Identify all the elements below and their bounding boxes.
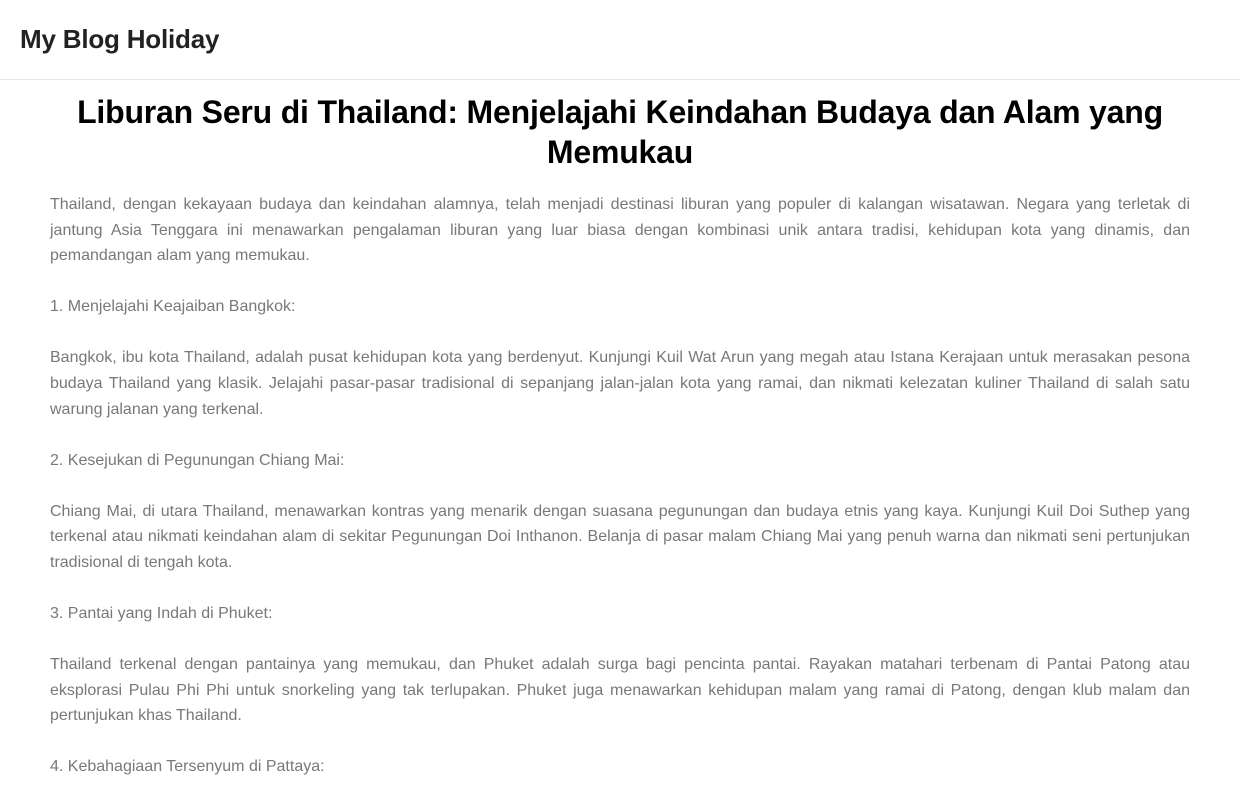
section-heading-bangkok: 1. Menjelajahi Keajaiban Bangkok: [50, 298, 296, 316]
section-paragraph-phuket: Thailand terkenal dengan pantainya yang memukau, dan Phuket adalah surga bagi pencinta pantai. Rayakan matahari terbenam di Pantai Patong atau eksplorasi Pulau Phi Phi untuk snorkeling yang tak terlupakan. Phuket juga menawarkan kehidupan malam yang ramai di Patong, dengan klub malam dan pertunjukan khas Thailand. [50, 656, 1190, 725]
article-intro-paragraph: Thailand, dengan kekayaan budaya dan keindahan alamnya, telah menjadi destinasi liburan yang populer di kalangan wisatawan. Negara yang terletak di jantung Asia Tenggara ini menawarkan pengalaman liburan yang luar biasa dengan kombinasi unik antara tradisi, kehidupan kota yang dinamis, dan pemandangan alam yang memukau. [50, 196, 1190, 265]
site-header [0, 0, 1240, 80]
article-body [50, 192, 1190, 780]
site-title-link[interactable]: My Blog Holiday [20, 24, 220, 54]
section-heading-chiang-mai: 2. Kesejukan di Pegunungan Chiang Mai: [50, 451, 345, 469]
section-paragraph-bangkok: Bangkok, ibu kota Thailand, adalah pusat kehidupan kota yang berdenyut. Kunjungi Kuil Wat Arun yang megah atau Istana Kerajaan untuk merasakan pesona budaya Thailand yang klasik. Jelajahi pasar-pasar tradisional di sepanjang jalan-jalan kota yang ramai, dan nikmati kelezatan kuliner Thailand di salah satu warung jalanan yang terkenal. [50, 349, 1190, 418]
article [0, 80, 1240, 780]
article-title: Liburan Seru di Thailand: Menjelajahi Keindahan Budaya dan Alam yang Memukau [77, 94, 1163, 170]
section-heading-phuket: 3. Pantai yang Indah di Phuket: [50, 605, 273, 623]
section-paragraph-chiang-mai: Chiang Mai, di utara Thailand, menawarkan kontras yang menarik dengan suasana pegunungan dan budaya etnis yang kaya. Kunjungi Kuil Doi Suthep yang terkenal atau nikmati keindahan alam di sekitar Pegunungan Doi Inthanon. Belanja di pasar malam Chiang Mai yang penuh warna dan nikmati seni pertunjukan tradisional di tengah kota. [50, 502, 1190, 571]
section-heading-pattaya: 4. Kebahagiaan Tersenyum di Pattaya: [50, 758, 325, 776]
